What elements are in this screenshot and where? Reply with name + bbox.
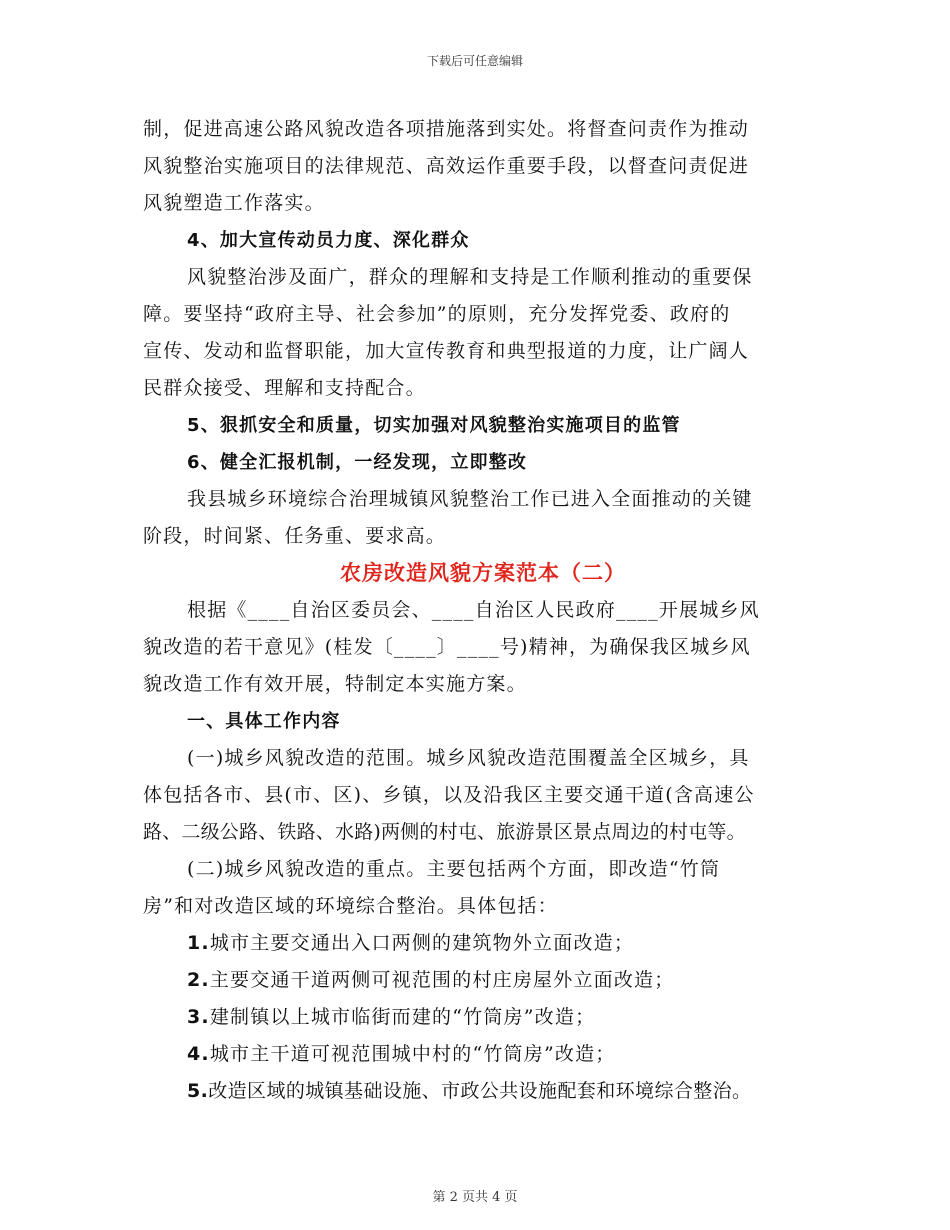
page-footer: 第 2 页共 4 页 bbox=[432, 1190, 518, 1205]
paragraph-line: 体包括各市、县(市、区)、乡镇，以及沿我区主要交通干道(含高速公 bbox=[143, 784, 755, 806]
paragraph-line: 阶段，时间紧、任务重、要求高。 bbox=[143, 525, 447, 547]
document-title: 农房改造风貌方案范本（二） bbox=[340, 561, 626, 585]
list-number: 2. bbox=[187, 969, 210, 991]
list-number: 4. bbox=[187, 1043, 210, 1065]
list-text: 城市主干道可视范围城中村的“竹筒房”改造； bbox=[209, 1043, 616, 1065]
list-item bbox=[143, 999, 823, 1036]
list-text: 城市主要交通出入口两侧的建筑物外立面改造； bbox=[209, 932, 635, 954]
list-text: 建制镇以上城市临街而建的“竹筒房”改造； bbox=[209, 1006, 596, 1028]
paragraph-line: 民群众接受、理解和支持配合。 bbox=[143, 377, 426, 399]
paragraph-line: 根据《____自治区委员会、____自治区人民政府____开展城乡风 bbox=[187, 599, 760, 621]
section-heading-4: 4、加大宣传动员力度、深化群众 bbox=[187, 230, 470, 251]
paragraph-line: 房”和对改造区域的环境综合整治。具体包括： bbox=[143, 895, 558, 917]
paragraph-line: 貌改造工作有效开展，特制定本实施方案。 bbox=[143, 673, 527, 695]
list-item bbox=[143, 925, 823, 962]
document-body bbox=[143, 111, 823, 1110]
paragraph-line: (一)城乡风貌改造的范围。城乡风貌改造范围覆盖全区城乡，具 bbox=[187, 747, 750, 769]
list-item bbox=[143, 1073, 823, 1110]
paragraph-line: 我县城乡环境综合治理城镇风貌整治工作已进入全面推动的关键 bbox=[187, 488, 753, 510]
list-number: 1. bbox=[187, 932, 210, 954]
list-item bbox=[143, 962, 823, 999]
paragraph-line: (二)城乡风貌改造的重点。主要包括两个方面，即改造“竹筒 bbox=[187, 858, 721, 880]
paragraph-line: 貌改造的若干意见》(桂发〔____〕____号)精神，为确保我区城乡风 bbox=[143, 636, 751, 658]
list-number: 3. bbox=[187, 1006, 210, 1028]
section-heading-1: 一、具体工作内容 bbox=[187, 711, 341, 732]
list-item bbox=[143, 1036, 823, 1073]
page-header: 下载后可任意编辑 bbox=[426, 54, 523, 68]
paragraph-line: 宣传、发动和监督职能，加大宣传教育和典型报道的力度，让广阔人 bbox=[143, 340, 750, 362]
section-heading-5: 5、狠抓安全和质量，切实加强对风貌整治实施项目的监管 bbox=[187, 415, 681, 436]
paragraph-line: 路、二级公路、铁路、水路)两侧的村屯、旅游景区景点周边的村屯等。 bbox=[143, 821, 746, 843]
paragraph-line: 障。要坚持“政府主导、社会参加”的原则，充分发挥党委、政府的 bbox=[143, 303, 731, 325]
list-text: 主要交通干道两侧可视范围的村庄房屋外立面改造； bbox=[209, 969, 675, 991]
list-number: 5. bbox=[187, 1080, 209, 1102]
section-heading-6: 6、健全汇报机制，一经发现，立即整改 bbox=[187, 452, 528, 473]
paragraph-line: 风貌整治实施项目的法律规范、高效运作重要手段，以督查问责促进 bbox=[143, 155, 750, 177]
list-text: 改造区域的城镇基础设施、市政公共设施配套和环境综合整治。 bbox=[208, 1080, 752, 1102]
paragraph-line: 风貌整治涉及面广，群众的理解和支持是工作顺利推动的重要保 bbox=[187, 266, 753, 288]
paragraph-line: 风貌塑造工作落实。 bbox=[143, 192, 325, 214]
paragraph-line: 制，促进高速公路风貌改造各项措施落到实处。将督查问责作为推动 bbox=[143, 118, 750, 140]
